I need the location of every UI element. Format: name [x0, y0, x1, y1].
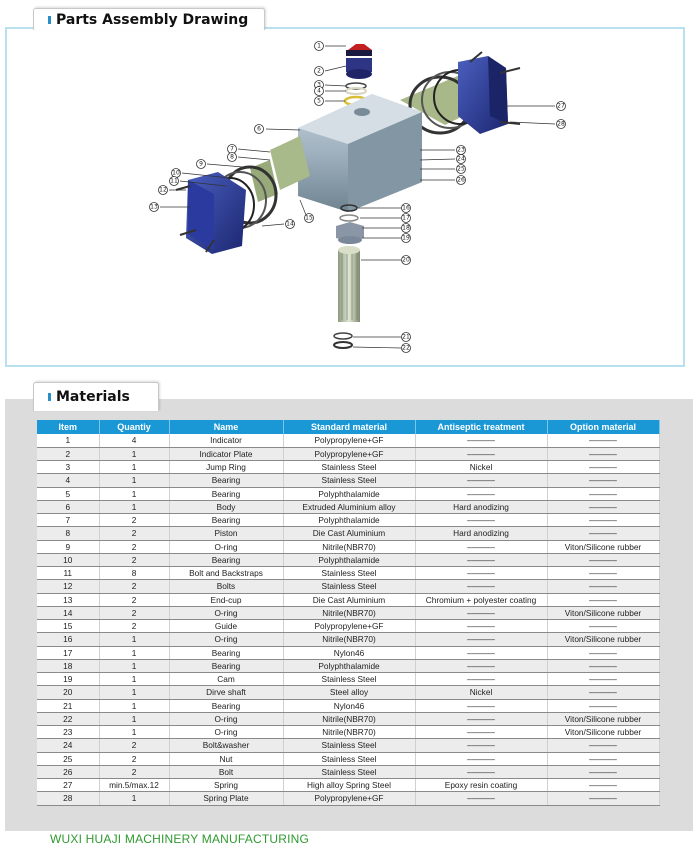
cell-name: Bearing: [169, 474, 283, 487]
callout-1-label: 1: [317, 42, 321, 50]
table-row: [37, 540, 659, 553]
cell-option-material: Viton/Silicone rubber: [547, 712, 659, 725]
cell-item: 24: [37, 739, 99, 752]
table-row: [37, 659, 659, 672]
cell-antiseptic-treatment: ––––––: [415, 474, 547, 487]
cell-antiseptic-treatment: ––––––: [415, 646, 547, 659]
cell-option-material: ––––––: [547, 673, 659, 686]
cell-option-material: ––––––: [547, 447, 659, 460]
cell-item: 20: [37, 686, 99, 699]
callout-17-label: 17: [402, 214, 410, 222]
cell-name: O-ring: [169, 726, 283, 739]
materials-section-title: Materials: [56, 389, 130, 405]
cell-standard-material: Nylon46: [283, 699, 415, 712]
cell-antiseptic-treatment: ––––––: [415, 633, 547, 646]
cell-quantity: 1: [99, 712, 169, 725]
cell-name: Dirve shaft: [169, 686, 283, 699]
cell-name: Piston: [169, 527, 283, 540]
drawing-section-title: Parts Assembly Drawing: [56, 11, 249, 28]
cell-name: Jump Ring: [169, 461, 283, 474]
cell-standard-material: Stainless Steel: [283, 739, 415, 752]
callout-6-label: 6: [257, 125, 261, 133]
cell-antiseptic-treatment: ––––––: [415, 792, 547, 805]
cell-standard-material: Polyphthalamide: [283, 659, 415, 672]
cell-item: 10: [37, 553, 99, 566]
callout-22-label: 22: [402, 344, 410, 352]
section-marker-icon: [48, 393, 51, 401]
cell-standard-material: Steel alloy: [283, 686, 415, 699]
cell-name: O-ring: [169, 712, 283, 725]
cell-option-material: ––––––: [547, 699, 659, 712]
table-row: [37, 593, 659, 606]
table-row: [37, 765, 659, 778]
cell-option-material: ––––––: [547, 752, 659, 765]
cell-quantity: 1: [99, 461, 169, 474]
cell-quantity: 2: [99, 620, 169, 633]
cell-item: 14: [37, 606, 99, 619]
cell-name: Bearing: [169, 699, 283, 712]
cell-antiseptic-treatment: ––––––: [415, 765, 547, 778]
cell-name: O-ring: [169, 540, 283, 553]
cell-quantity: 2: [99, 593, 169, 606]
cell-standard-material: Nitrile(NBR70): [283, 606, 415, 619]
cell-option-material: Viton/Silicone rubber: [547, 726, 659, 739]
cell-option-material: ––––––: [547, 739, 659, 752]
drawing-section-tab: [33, 8, 265, 30]
table-row: [37, 792, 659, 805]
cell-quantity: 2: [99, 580, 169, 593]
cell-quantity: 2: [99, 540, 169, 553]
table-row: [37, 500, 659, 513]
callout-15-label: 15: [305, 214, 313, 222]
header-item: Item: [37, 420, 99, 434]
cell-option-material: ––––––: [547, 580, 659, 593]
cell-option-material: ––––––: [547, 461, 659, 474]
cell-item: 8: [37, 527, 99, 540]
header-antiseptic-treatment: Antiseptic treatment: [415, 420, 547, 434]
cell-standard-material: Nitrile(NBR70): [283, 540, 415, 553]
table-row: [37, 474, 659, 487]
cell-standard-material: Nitrile(NBR70): [283, 712, 415, 725]
callout-9-label: 9: [199, 160, 203, 168]
cell-quantity: 1: [99, 646, 169, 659]
section-marker-icon: [48, 16, 51, 24]
cell-name: Indicator: [169, 434, 283, 447]
cell-name: O-ring: [169, 633, 283, 646]
cell-standard-material: Die Cast Aluminium: [283, 527, 415, 540]
table-row: [37, 620, 659, 633]
cell-antiseptic-treatment: ––––––: [415, 553, 547, 566]
cell-antiseptic-treatment: ––––––: [415, 712, 547, 725]
cell-standard-material: Stainless Steel: [283, 474, 415, 487]
table-row: [37, 567, 659, 580]
table-row: [37, 726, 659, 739]
cell-quantity: 1: [99, 673, 169, 686]
cell-option-material: ––––––: [547, 434, 659, 447]
table-row: [37, 779, 659, 792]
callout-8-label: 8: [230, 153, 234, 161]
header-standard-material: Standard material: [283, 420, 415, 434]
cell-item: 21: [37, 699, 99, 712]
cell-quantity: 1: [99, 487, 169, 500]
cell-name: End-cup: [169, 593, 283, 606]
cell-antiseptic-treatment: ––––––: [415, 699, 547, 712]
callout-20-label: 20: [402, 256, 410, 264]
cell-standard-material: Polypropylene+GF: [283, 620, 415, 633]
cell-quantity: 1: [99, 633, 169, 646]
cell-name: Bolts: [169, 580, 283, 593]
cell-standard-material: Stainless Steel: [283, 461, 415, 474]
cell-antiseptic-treatment: ––––––: [415, 487, 547, 500]
cell-option-material: ––––––: [547, 593, 659, 606]
callout-7-label: 7: [230, 145, 234, 153]
header-quantity: Quantiy: [99, 420, 169, 434]
callout-26-label: 26: [457, 176, 465, 184]
cell-item: 11: [37, 567, 99, 580]
cell-item: 6: [37, 500, 99, 513]
cell-standard-material: Nitrile(NBR70): [283, 726, 415, 739]
cell-item: 23: [37, 726, 99, 739]
callout-14-label: 14: [286, 220, 294, 228]
cell-standard-material: Polyphthalamide: [283, 514, 415, 527]
cell-quantity: 1: [99, 659, 169, 672]
cell-item: 12: [37, 580, 99, 593]
cell-item: 27: [37, 779, 99, 792]
cell-quantity: 1: [99, 474, 169, 487]
cell-item: 22: [37, 712, 99, 725]
callout-4-label: 4: [317, 87, 321, 95]
cell-quantity: 1: [99, 686, 169, 699]
table-row: [37, 514, 659, 527]
cell-item: 13: [37, 593, 99, 606]
cell-antiseptic-treatment: ––––––: [415, 540, 547, 553]
cell-standard-material: Polypropylene+GF: [283, 792, 415, 805]
callout-24-label: 24: [457, 155, 465, 163]
cell-option-material: ––––––: [547, 659, 659, 672]
cell-quantity: 2: [99, 765, 169, 778]
cell-antiseptic-treatment: Hard anodizing: [415, 500, 547, 513]
cell-item: 28: [37, 792, 99, 805]
cell-item: 19: [37, 673, 99, 686]
cell-antiseptic-treatment: ––––––: [415, 580, 547, 593]
cell-item: 9: [37, 540, 99, 553]
cell-antiseptic-treatment: ––––––: [415, 620, 547, 633]
cell-quantity: 1: [99, 500, 169, 513]
callout-28-label: 28: [557, 120, 565, 128]
cell-option-material: ––––––: [547, 620, 659, 633]
callout-11-label: 11: [170, 177, 178, 185]
cell-option-material: ––––––: [547, 779, 659, 792]
cell-quantity: 8: [99, 567, 169, 580]
cell-standard-material: Stainless Steel: [283, 673, 415, 686]
cell-name: Spring: [169, 779, 283, 792]
cell-standard-material: Polyphthalamide: [283, 487, 415, 500]
cell-antiseptic-treatment: ––––––: [415, 606, 547, 619]
cell-name: Bearing: [169, 514, 283, 527]
callout-5-label: 5: [317, 97, 321, 105]
table-row: [37, 699, 659, 712]
cell-option-material: ––––––: [547, 500, 659, 513]
cell-option-material: Viton/Silicone rubber: [547, 633, 659, 646]
cell-item: 18: [37, 659, 99, 672]
cell-option-material: ––––––: [547, 553, 659, 566]
cell-option-material: Viton/Silicone rubber: [547, 540, 659, 553]
cell-standard-material: Nitrile(NBR70): [283, 633, 415, 646]
materials-table-body: [37, 434, 659, 805]
table-row: [37, 580, 659, 593]
cell-standard-material: Polypropylene+GF: [283, 434, 415, 447]
cell-quantity: 2: [99, 514, 169, 527]
cell-antiseptic-treatment: Nickel: [415, 686, 547, 699]
header-option-material: Option material: [547, 420, 659, 434]
cell-quantity: 1: [99, 447, 169, 460]
materials-section-tab: [33, 382, 159, 411]
cell-standard-material: Nylon46: [283, 646, 415, 659]
cell-quantity: 4: [99, 434, 169, 447]
callout-25-label: 25: [457, 165, 465, 173]
cell-name: Cam: [169, 673, 283, 686]
cell-option-material: ––––––: [547, 527, 659, 540]
table-row: [37, 527, 659, 540]
cell-name: O-ring: [169, 606, 283, 619]
cell-name: Indicator Plate: [169, 447, 283, 460]
callout-13-label: 13: [150, 203, 158, 211]
indicator-parts: [345, 44, 372, 105]
callout-2-label: 2: [317, 67, 321, 75]
cell-antiseptic-treatment: ––––––: [415, 567, 547, 580]
cell-option-material: ––––––: [547, 686, 659, 699]
cell-antiseptic-treatment: ––––––: [415, 739, 547, 752]
callout-10-label: 10: [172, 169, 180, 177]
cell-item: 17: [37, 646, 99, 659]
cell-quantity: 2: [99, 606, 169, 619]
cell-option-material: ––––––: [547, 765, 659, 778]
cell-antiseptic-treatment: ––––––: [415, 434, 547, 447]
table-row: [37, 553, 659, 566]
cell-antiseptic-treatment: Epoxy resin coating: [415, 779, 547, 792]
cell-item: 16: [37, 633, 99, 646]
table-row: [37, 447, 659, 460]
callout-21-label: 21: [402, 333, 410, 341]
cell-name: Bolt&washer: [169, 739, 283, 752]
cell-quantity: 1: [99, 726, 169, 739]
cell-quantity: 2: [99, 527, 169, 540]
cell-antiseptic-treatment: ––––––: [415, 752, 547, 765]
cell-antiseptic-treatment: ––––––: [415, 514, 547, 527]
cell-quantity: 1: [99, 699, 169, 712]
cell-item: 25: [37, 752, 99, 765]
cell-standard-material: Extruded Aluminium alloy: [283, 500, 415, 513]
cell-quantity: 2: [99, 739, 169, 752]
cell-name: Bearing: [169, 487, 283, 500]
cell-name: Spring Plate: [169, 792, 283, 805]
table-header-row: [37, 420, 659, 434]
callout-19-label: 19: [402, 234, 410, 242]
cell-item: 1: [37, 434, 99, 447]
cell-name: Bearing: [169, 646, 283, 659]
cell-standard-material: Polyphthalamide: [283, 553, 415, 566]
cell-quantity: min.5/max.12: [99, 779, 169, 792]
cell-name: Nut: [169, 752, 283, 765]
cell-standard-material: Die Cast Aluminium: [283, 593, 415, 606]
callout-12-label: 12: [159, 186, 167, 194]
table-row: [37, 739, 659, 752]
table-row: [37, 633, 659, 646]
cell-option-material: ––––––: [547, 567, 659, 580]
callout-18-label: 18: [402, 224, 410, 232]
cell-option-material: ––––––: [547, 487, 659, 500]
cell-name: Bearing: [169, 659, 283, 672]
table-row: [37, 434, 659, 447]
cell-standard-material: Polypropylene+GF: [283, 447, 415, 460]
cell-antiseptic-treatment: Chromium + polyester coating: [415, 593, 547, 606]
table-row: [37, 673, 659, 686]
cell-standard-material: Stainless Steel: [283, 567, 415, 580]
cell-item: 5: [37, 487, 99, 500]
table-row: [37, 606, 659, 619]
cell-antiseptic-treatment: Nickel: [415, 461, 547, 474]
cell-standard-material: Stainless Steel: [283, 580, 415, 593]
cell-option-material: ––––––: [547, 474, 659, 487]
cell-item: 7: [37, 514, 99, 527]
cell-option-material: ––––––: [547, 646, 659, 659]
cell-item: 2: [37, 447, 99, 460]
cell-standard-material: Stainless Steel: [283, 752, 415, 765]
cell-antiseptic-treatment: ––––––: [415, 726, 547, 739]
cell-standard-material: Stainless Steel: [283, 765, 415, 778]
cell-name: Bolt: [169, 765, 283, 778]
table-row: [37, 752, 659, 765]
cell-antiseptic-treatment: Hard anodizing: [415, 527, 547, 540]
cell-option-material: Viton/Silicone rubber: [547, 606, 659, 619]
drive-shaft-assembly: [334, 205, 364, 348]
cell-antiseptic-treatment: ––––––: [415, 673, 547, 686]
callout-27-label: 27: [557, 102, 565, 110]
cell-quantity: 2: [99, 553, 169, 566]
cell-name: Guide: [169, 620, 283, 633]
company-footer: WUXI HUAJI MACHINERY MANUFACTURING: [50, 832, 310, 846]
callout-16-label: 16: [402, 204, 410, 212]
cell-name: Bolt and Backstraps: [169, 567, 283, 580]
materials-table: [37, 420, 660, 806]
cell-quantity: 2: [99, 752, 169, 765]
cell-item: 4: [37, 474, 99, 487]
table-row: [37, 686, 659, 699]
header-name: Name: [169, 420, 283, 434]
cell-name: Bearing: [169, 553, 283, 566]
callout-23-label: 23: [457, 146, 465, 154]
cell-option-material: ––––––: [547, 514, 659, 527]
table-row: [37, 487, 659, 500]
cell-quantity: 1: [99, 792, 169, 805]
cell-antiseptic-treatment: ––––––: [415, 447, 547, 460]
callout-3-label: 3: [317, 81, 321, 89]
cell-option-material: ––––––: [547, 792, 659, 805]
cell-name: Body: [169, 500, 283, 513]
table-row: [37, 712, 659, 725]
cell-item: 26: [37, 765, 99, 778]
exploded-assembly-drawing: [7, 29, 683, 365]
cell-item: 15: [37, 620, 99, 633]
table-row: [37, 461, 659, 474]
cell-standard-material: High alloy Spring Steel: [283, 779, 415, 792]
cell-item: 3: [37, 461, 99, 474]
cell-antiseptic-treatment: ––––––: [415, 659, 547, 672]
table-row: [37, 646, 659, 659]
